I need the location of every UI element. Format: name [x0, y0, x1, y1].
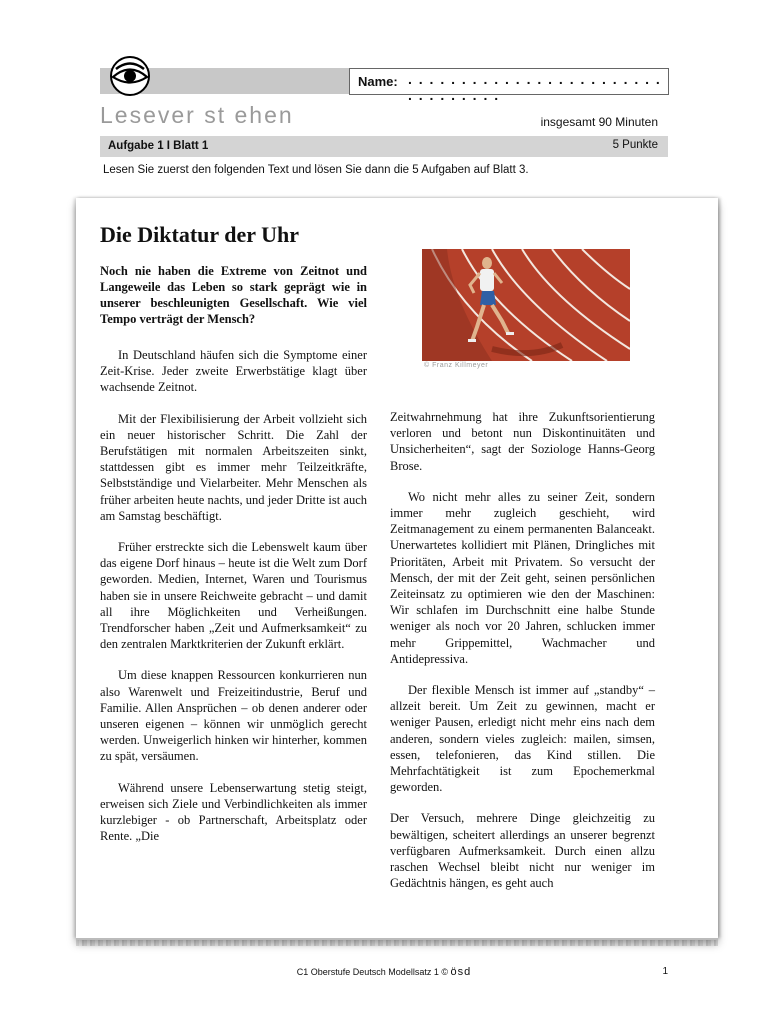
right-column	[390, 409, 655, 891]
instruction-text: Lesen Sie zuerst den folgenden Text und lösen Sie dann die 5 Aufgaben auf Blatt 3.	[103, 164, 529, 176]
paragraph: Der Versuch, mehrere Dinge gleichzeitig zu bewältigen, scheitert allerdings an unserer begrenzt verfügbaren Aufmerksamkeit. Durch einen allzu raschen Wechsel bleibt nicht nur weniger im Gedächtnis hängen, es geht auch	[390, 811, 655, 891]
paragraph: Mit der Flexibilisierung der Arbeit vollzieht sich ein neuer historischer Schritt. Die Zahl der Berufstätigen mit normalen Arbeitszeiten sinkt, stattdessen gibt es immer mehr Teilzeitkräfte, Selbstständige und Vielarbeiter. Mehr Menschen als früher arbeiten heute nachts, und jeder Dritte ist auch am Samstag beschäftigt.	[100, 411, 367, 523]
runner-photo	[422, 249, 630, 361]
task-label: Aufgabe 1 I Blatt 1	[108, 140, 209, 152]
paragraph: Zeitwahrnehmung hat ihre Zukunftsorientierung verloren und betont nun Diskontinuitäten und Unsicherheiten“, sagt der Soziologe Hanns-Georg Brose.	[390, 410, 655, 473]
footer-text: C1 Oberstufe Deutsch Modellsatz 1 ©	[296, 967, 448, 977]
paragraph: Um diese knappen Ressourcen konkurrieren nun also Warenwelt und Freizeitindustrie, Beruf und Familie. Allen Ansprüchen – ob denen anderer oder unseren eigenen – können wir unmöglich gerecht werden. Unweigerlich hinken wir hinterher, kommen zu spät, versäumen.	[100, 668, 367, 764]
page-number: 1	[662, 966, 668, 977]
paragraph: Früher erstreckte sich die Lebenswelt kaum über das eigene Dorf hinaus – heute ist die Welt zum Dorf geworden. Medien, Internet, Waren und Tourismus haben sie in unsere Reichweite gebracht – und damit all ihre Möglichkeiten und Verheißungen. Trendforscher haben „Zeit und Aufmerksamkeit“ zu den zentralen Marktkriterien der Zukunft erklärt.	[100, 540, 367, 652]
name-dots: . . . . . . . . . . . . . . . . . . . . . . . . . . . . . . . . .	[408, 71, 662, 103]
paragraph: Wo nicht mehr alles zu seiner Zeit, sondern immer mehr zugleich geschieht, wird Zeitmanagement zu einem permanenten Balanceakt. Unerwartetes kollidiert mit Plänen, Dringliches mit Prioritäten, Arbeit mit Privatem. So versucht der Mensch, der mit der Zeit geht, seinen persönlichen Zeiteinsatz zu optimieren wie den der Maschinen: Wir schlafen im Durchschnitt eine halbe Stunde weniger als noch vor 20 Jahren, schlucken immer mehr Grippemittel, Wachmacher und Antidepressiva.	[390, 489, 655, 666]
osd-logo: ösd	[450, 966, 472, 978]
paragraph: Während unsere Lebenserwartung stetig steigt, erweisen sich Ziele und Verbindlichkeiten als immer kurzlebiger - ob Partnerschaft, Arbeitsplatz oder Rente. „Die	[100, 780, 367, 844]
paragraph: In Deutschland häufen sich die Symptome einer Zeit-Krise. Jeder zweite Erwerbstätige klagt über wachsende Zeitnot.	[100, 348, 367, 395]
name-label: Name:	[358, 74, 398, 89]
article-lead: Noch nie haben die Extreme von Zeitnot und Langeweile das Leben so stark geprägt wie in unserer beschleunigten Gesellschaft. Wie viel Tempo verträgt der Mensch?	[100, 264, 367, 326]
points-label: 5 Punkte	[612, 139, 658, 151]
footer	[0, 966, 768, 978]
task-bar	[100, 136, 668, 157]
photo-credit: © Franz Killmeyer	[424, 362, 489, 369]
paragraph: Der flexible Mensch ist immer auf „standby“ – allzeit bereit. Um Zeit zu gewinnen, macht er weniger Pausen, erledigt nicht mehr eins nach dem anderen, sondern vieles zugleich: mailen, simsen, essen, telefonieren, das Kind stillen. Die Mehrfachtätigkeit ist zum Epochemerkmal geworden.	[390, 683, 655, 795]
section-title: Lesever st ehen	[100, 102, 294, 128]
left-column	[100, 347, 367, 844]
duration-text: insgesamt 90 Minuten	[540, 115, 658, 129]
article-title: Die Diktatur der Uhr	[100, 222, 300, 247]
eye-icon	[100, 56, 160, 96]
name-field[interactable]	[349, 68, 669, 103]
